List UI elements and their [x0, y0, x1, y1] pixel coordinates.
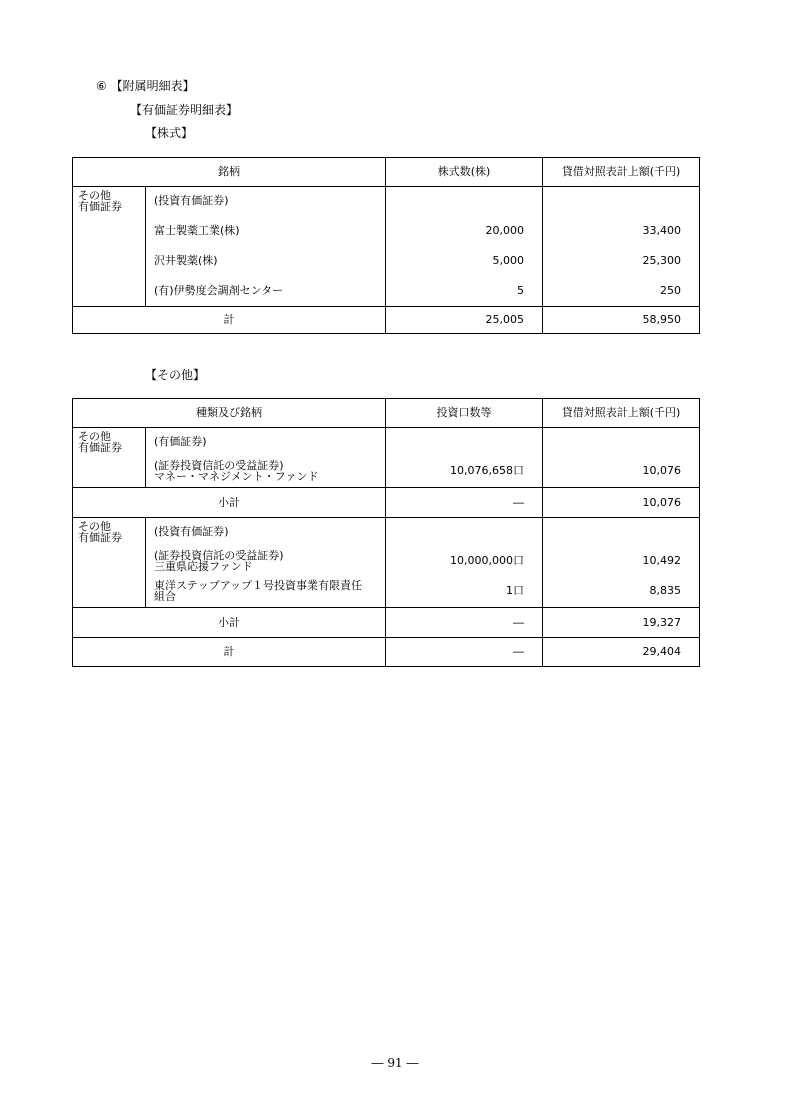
group2-subtotal-row — [73, 608, 700, 638]
item-name-line2: 組合 — [154, 590, 176, 603]
stock-shares — [386, 187, 543, 307]
total-shares: 25,005 — [386, 307, 543, 334]
subsection-heading: 【有価証券明細表】 — [130, 103, 239, 117]
item-name-line1: (証券投資信託の受益証券) — [154, 549, 284, 562]
category-label: その他 有価証券 — [73, 518, 146, 608]
stock-amount-value: 25,300 — [642, 254, 681, 267]
stock-name: 沢井製薬(株) — [154, 254, 218, 267]
item-name-line1: (証券投資信託の受益証券) — [154, 459, 284, 472]
stock-shares-value: 20,000 — [485, 224, 524, 237]
group2-body-row — [73, 518, 700, 608]
others-table — [72, 398, 700, 667]
stocks-heading: 【株式】 — [145, 126, 194, 140]
total-amount: 29,404 — [543, 638, 700, 667]
category-label: その他 有価証券 — [73, 428, 146, 488]
stock-amount-value: 33,400 — [642, 224, 681, 237]
item-amount: 8,835 — [649, 584, 681, 597]
subtotal-units: ― — [386, 608, 543, 638]
item-name-line2: 三重県応援ファンド — [154, 560, 253, 573]
group1-units — [386, 428, 543, 488]
stocks-header-row — [73, 158, 700, 187]
subtotal-amount: 10,076 — [543, 488, 700, 518]
subcategory-label: (有価証券) — [154, 435, 207, 448]
page-number: ― 91 ― — [371, 1056, 419, 1070]
subtotal-amount: 19,327 — [543, 608, 700, 638]
header-name: 銘柄 — [73, 158, 386, 187]
item-amount: 10,076 — [642, 464, 681, 477]
subcategory-label: (投資有価証券) — [154, 525, 229, 538]
total-label: 計 — [73, 638, 386, 667]
others-header-row — [73, 399, 700, 428]
header-amount: 貸借対照表計上額(千円) — [543, 399, 700, 428]
stock-amounts — [543, 187, 700, 307]
subtotal-label: 小計 — [73, 488, 386, 518]
header-units: 投資口数等 — [386, 399, 543, 428]
total-label: 計 — [73, 307, 386, 334]
item-name-line2: マネー・マネジメント・ファンド — [154, 470, 319, 483]
stock-name: 富士製薬工業(株) — [154, 224, 240, 237]
group1-names — [146, 428, 386, 488]
group2-names — [146, 518, 386, 608]
group1-subtotal-row — [73, 488, 700, 518]
item-amount: 10,492 — [642, 554, 681, 567]
group1-amounts — [543, 428, 700, 488]
item-units: 1口 — [506, 584, 524, 597]
section-heading: ⑥ 【附属明細表】 — [96, 79, 195, 93]
item-name-line1: 東洋ステップアップ１号投資事業有限責任 — [154, 579, 363, 592]
item-units: 10,076,658口 — [450, 464, 524, 477]
group2-amounts — [543, 518, 700, 608]
subcategory-label: (投資有価証券) — [154, 194, 229, 207]
others-heading: 【その他】 — [145, 368, 206, 382]
stocks-total-row — [73, 307, 700, 334]
header-kind-name: 種類及び銘柄 — [73, 399, 386, 428]
header-amount: 貸借対照表計上額(千円) — [543, 158, 700, 187]
total-units: ― — [386, 638, 543, 667]
others-total-row — [73, 638, 700, 667]
subtotal-label: 小計 — [73, 608, 386, 638]
subtotal-units: ― — [386, 488, 543, 518]
stocks-body-row — [73, 187, 700, 307]
total-amount: 58,950 — [543, 307, 700, 334]
header-shares: 株式数(株) — [386, 158, 543, 187]
stock-names — [146, 187, 386, 307]
group2-units — [386, 518, 543, 608]
category-label: その他 有価証券 — [73, 187, 146, 307]
stock-amount-value: 250 — [660, 284, 681, 297]
group1-body-row — [73, 428, 700, 488]
stock-shares-value: 5,000 — [492, 254, 524, 267]
stock-shares-value: 5 — [517, 284, 524, 297]
stocks-table — [72, 157, 700, 334]
stock-name: (有)伊勢度会調剤センター — [154, 284, 284, 297]
item-units: 10,000,000口 — [450, 554, 524, 567]
